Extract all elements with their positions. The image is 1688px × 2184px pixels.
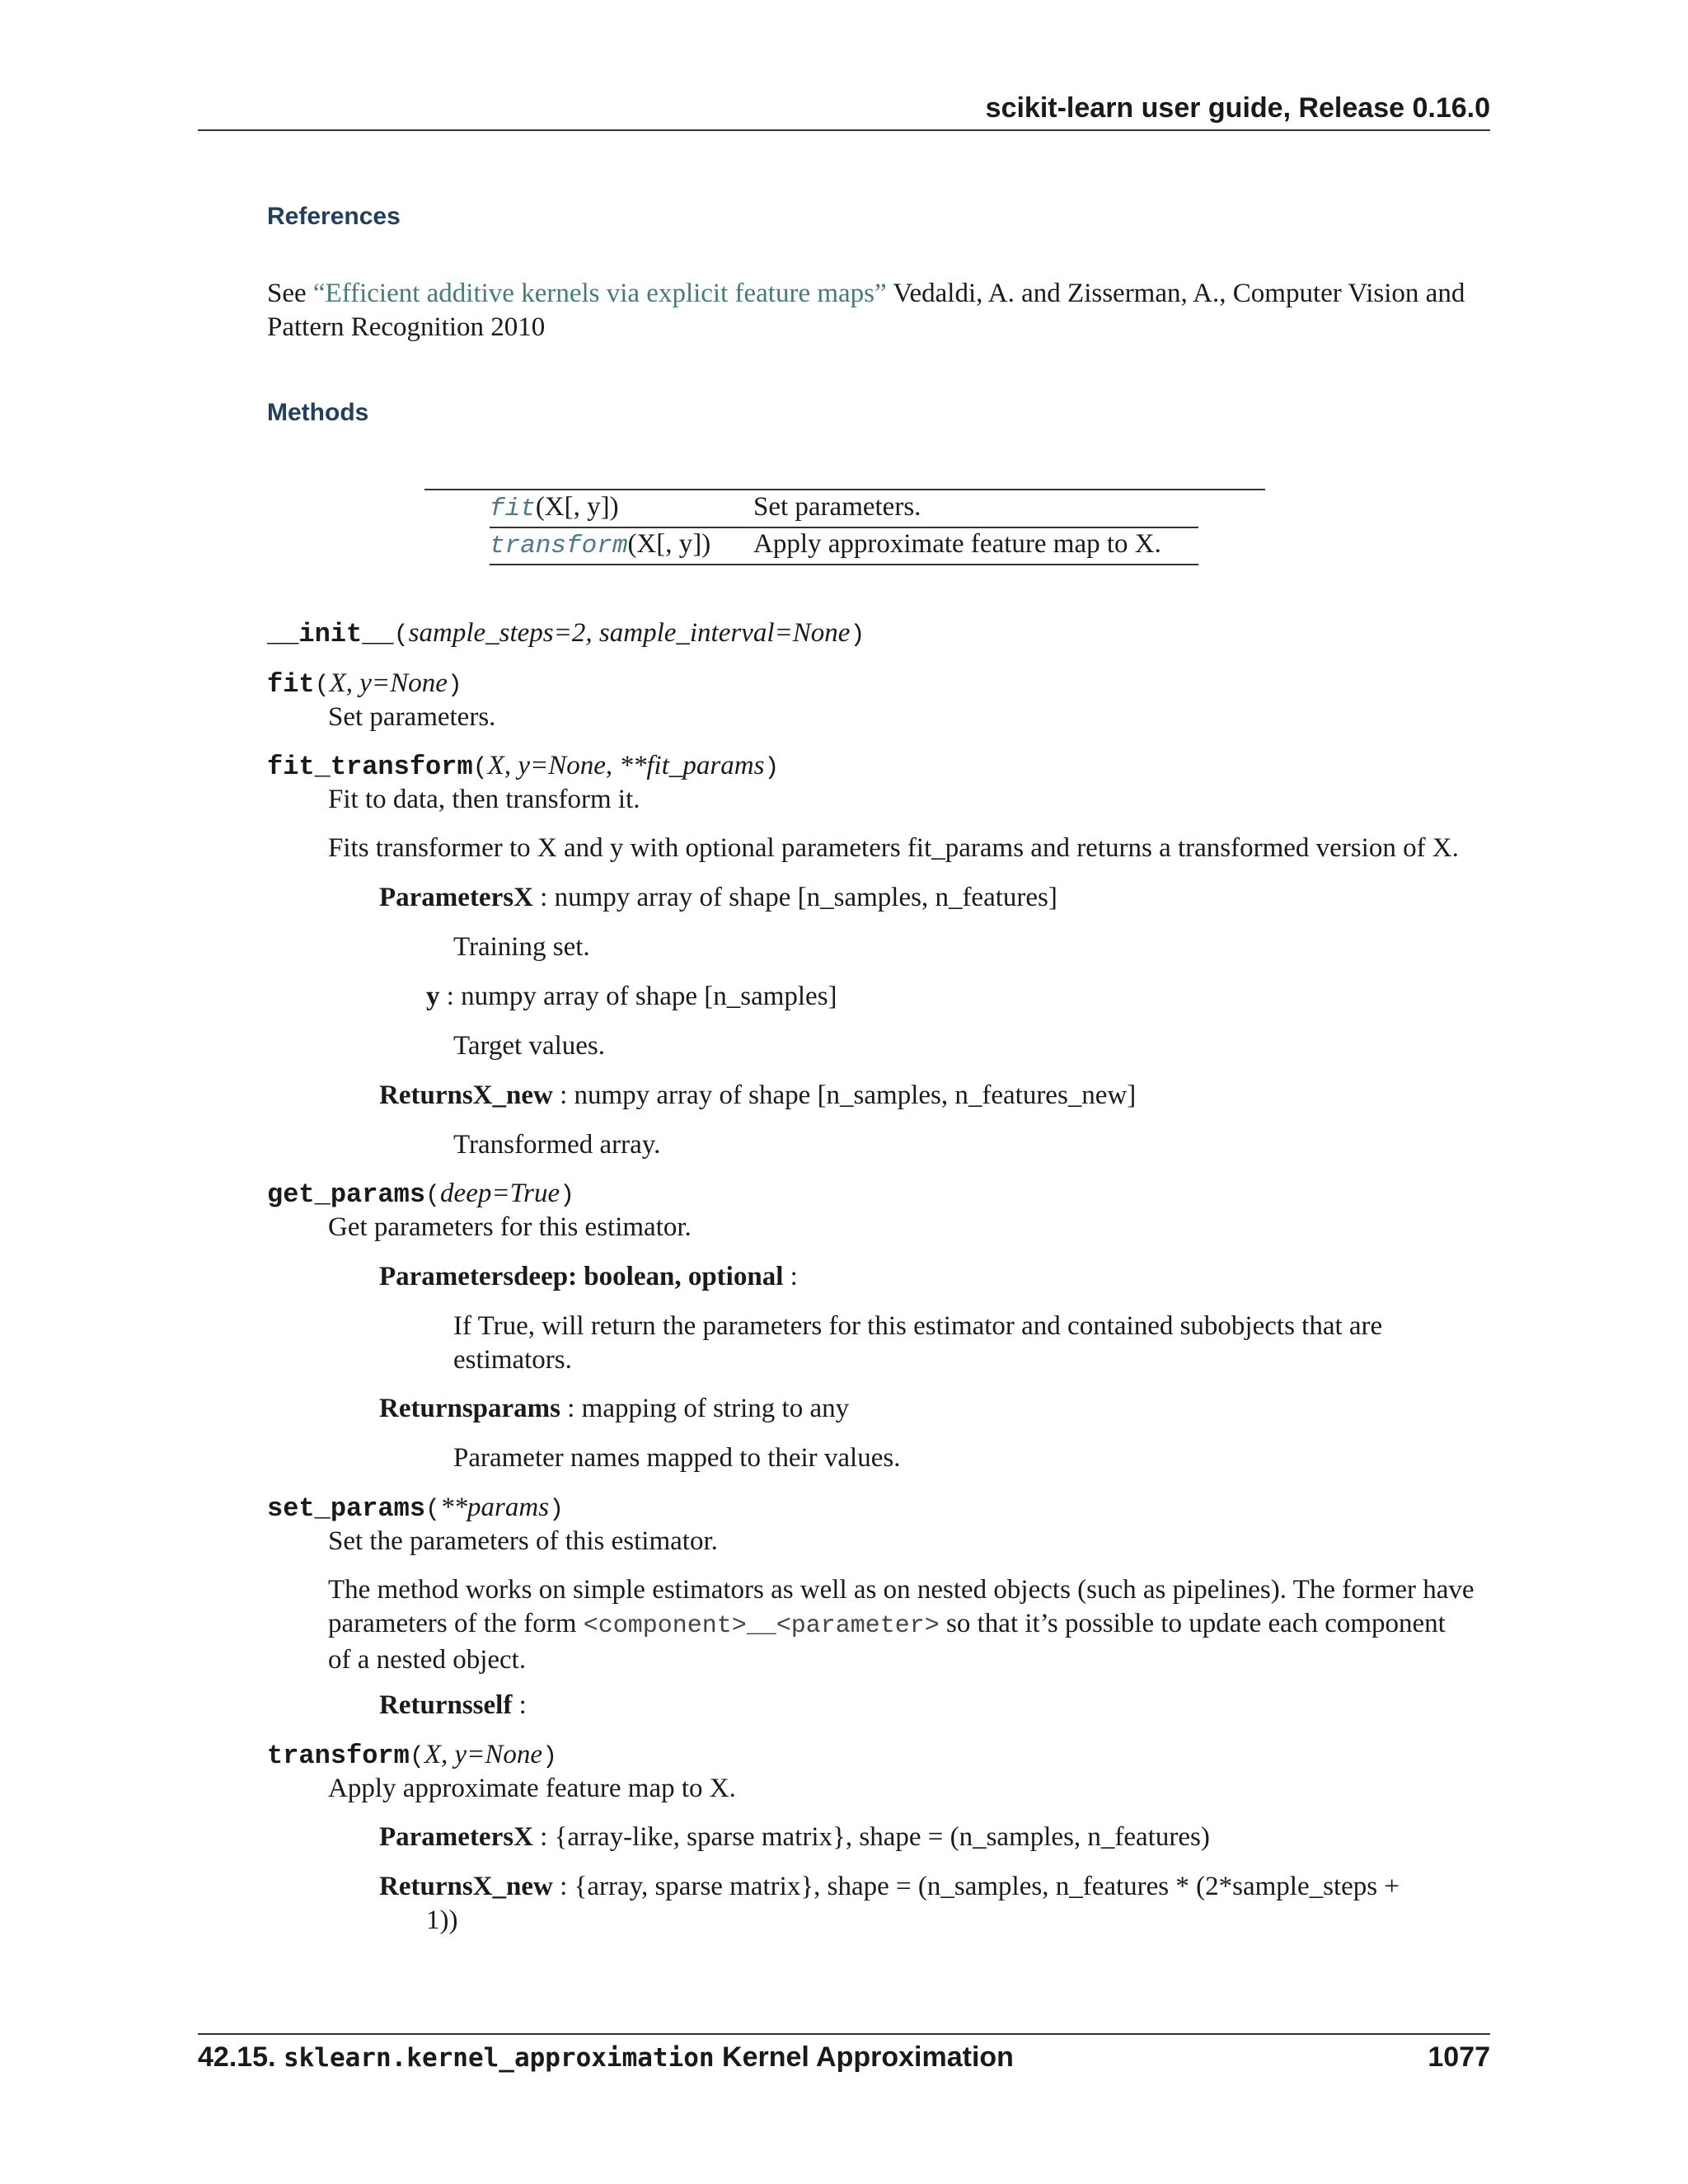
returns-label: Returnsself	[379, 1690, 513, 1720]
fit-transform-params	[379, 881, 1057, 915]
fit-name: fit	[267, 669, 315, 700]
returns-label: ReturnsX_new	[379, 1080, 553, 1110]
returns-label: Returnsparams	[379, 1394, 560, 1423]
returns-type: : mapping of string to any	[560, 1394, 850, 1423]
get-params-params	[379, 1260, 798, 1294]
params-type: : {array-like, sparse matrix}, shape = (n_samples, n_features)	[532, 1822, 1210, 1852]
fit-desc: Set parameters.	[328, 702, 496, 732]
params-label: ParametersX	[379, 1822, 533, 1852]
fit-transform-y-desc: Target values.	[453, 1031, 606, 1061]
body-line: The method works on simple estimators as well as on nested objects (such as pipelines). The former have	[328, 1575, 1475, 1605]
get-params-returns	[379, 1392, 849, 1426]
methods-heading: Methods	[267, 399, 369, 426]
fit-signature: fit(X, y=None)	[267, 668, 462, 700]
fit-transform-signature: fit_transform(X, y=None, **fit_params)	[267, 751, 780, 782]
returns-type-cont: 1))	[426, 1905, 458, 1935]
get-params-signature: get_params(deep=True)	[267, 1179, 575, 1210]
page-number: 1077	[1428, 2041, 1490, 2073]
fit-transform-desc2: Fits transformer to X and y with optional parameters fit_params and returns a transformed version of X.	[328, 833, 1459, 863]
params-type: :	[783, 1262, 798, 1291]
references-heading: References	[267, 203, 401, 230]
reference-link[interactable]: “Efficient additive kernels via explicit feature maps”	[312, 279, 887, 308]
get-params-returns-desc: Parameter names mapped to their values.	[453, 1443, 901, 1473]
transform-params	[379, 1821, 1210, 1854]
running-header: scikit-learn user guide, Release 0.16.0	[985, 92, 1490, 124]
init-args: sample_steps=2, sample_interval=None	[408, 618, 851, 648]
get-params-param-desc	[453, 1310, 1382, 1377]
y-type: : numpy array of shape [n_samples]	[439, 982, 837, 1011]
returns-type: : {array, sparse matrix}, shape = (n_samples, n_features * (2*sample_steps +	[552, 1872, 1400, 1901]
params-label: Parametersdeep: boolean, optional	[379, 1262, 784, 1291]
methods-table-top-rule	[424, 489, 1265, 490]
get-params-name: get_params	[267, 1179, 426, 1210]
fit-transform-returns-desc: Transformed array.	[453, 1130, 661, 1160]
header-rule	[198, 129, 1490, 131]
set-params-name: set_params	[267, 1493, 426, 1524]
params-label: ParametersX	[379, 883, 533, 912]
body-line: parameters of the form <component>__<parameter> so that it’s possible to update each component	[328, 1609, 1446, 1640]
fit-transform-desc: Fit to data, then transform it.	[328, 785, 640, 814]
set-params-returns	[379, 1689, 527, 1722]
method-args: (X[, y])	[627, 529, 711, 559]
init-signature: __init__(sample_steps=2, sample_interval=None)	[267, 618, 865, 649]
body-line: of a nested object.	[328, 1645, 527, 1675]
footer-rule	[198, 2033, 1490, 2035]
references-authors: Vedaldi, A. and Zisserman, A., Computer Vision and	[886, 279, 1465, 308]
fit-args: X, y=None	[329, 668, 448, 698]
transform-args: X, y=None	[424, 1740, 543, 1769]
inline-code: <component>__<parameter>	[583, 1612, 940, 1640]
references-prefix: See	[267, 279, 313, 308]
fit-transform-returns	[379, 1079, 1136, 1113]
footer-section	[198, 2041, 1014, 2074]
references-venue: Pattern Recognition 2010	[267, 312, 546, 342]
transform-signature: transform(X, y=None)	[267, 1740, 558, 1771]
fit-transform-param-desc: Training set.	[453, 932, 590, 962]
method-link-transform[interactable]: transform	[490, 532, 628, 560]
set-params-args: **params	[440, 1493, 550, 1522]
transform-name: transform	[267, 1741, 410, 1771]
set-params-desc: Set the parameters of this estimator.	[328, 1526, 718, 1556]
get-params-args: deep=True	[440, 1179, 560, 1208]
method-args: (X[, y])	[535, 492, 619, 522]
transform-returns	[379, 1870, 1442, 1938]
init-name: __init__	[267, 619, 394, 649]
fit-transform-name: fit_transform	[267, 752, 473, 782]
section-title: Kernel Approximation	[722, 2041, 1014, 2073]
methods-table	[490, 491, 1198, 565]
returns-label: ReturnsX_new	[379, 1872, 553, 1901]
method-desc: Set parameters.	[753, 492, 921, 522]
method-desc: Apply approximate feature map to X.	[753, 529, 1161, 559]
fit-transform-args: X, y=None, **fit_params	[487, 751, 765, 780]
fit-transform-y	[426, 980, 837, 1014]
methods-table-row	[490, 491, 1198, 527]
methods-table-row	[490, 527, 1198, 565]
y-label: y	[426, 982, 440, 1011]
method-link-fit[interactable]: fit	[490, 494, 536, 523]
module-name: sklearn.kernel_approximation	[283, 2043, 715, 2073]
transform-desc: Apply approximate feature map to X.	[328, 1774, 736, 1803]
set-params-body	[328, 1573, 1498, 1677]
get-params-desc: Get parameters for this estimator.	[328, 1212, 692, 1242]
returns-type: :	[512, 1690, 527, 1720]
section-number: 42.15.	[198, 2041, 276, 2073]
references-body	[267, 277, 1490, 344]
set-params-signature: set_params(**params)	[267, 1493, 565, 1524]
params-type: : numpy array of shape [n_samples, n_features]	[532, 883, 1057, 912]
param-desc-line: If True, will return the parameters for this estimator and contained subobjects that are	[453, 1311, 1383, 1341]
param-desc-line: estimators.	[453, 1345, 572, 1375]
returns-type: : numpy array of shape [n_samples, n_features_new]	[552, 1080, 1137, 1110]
